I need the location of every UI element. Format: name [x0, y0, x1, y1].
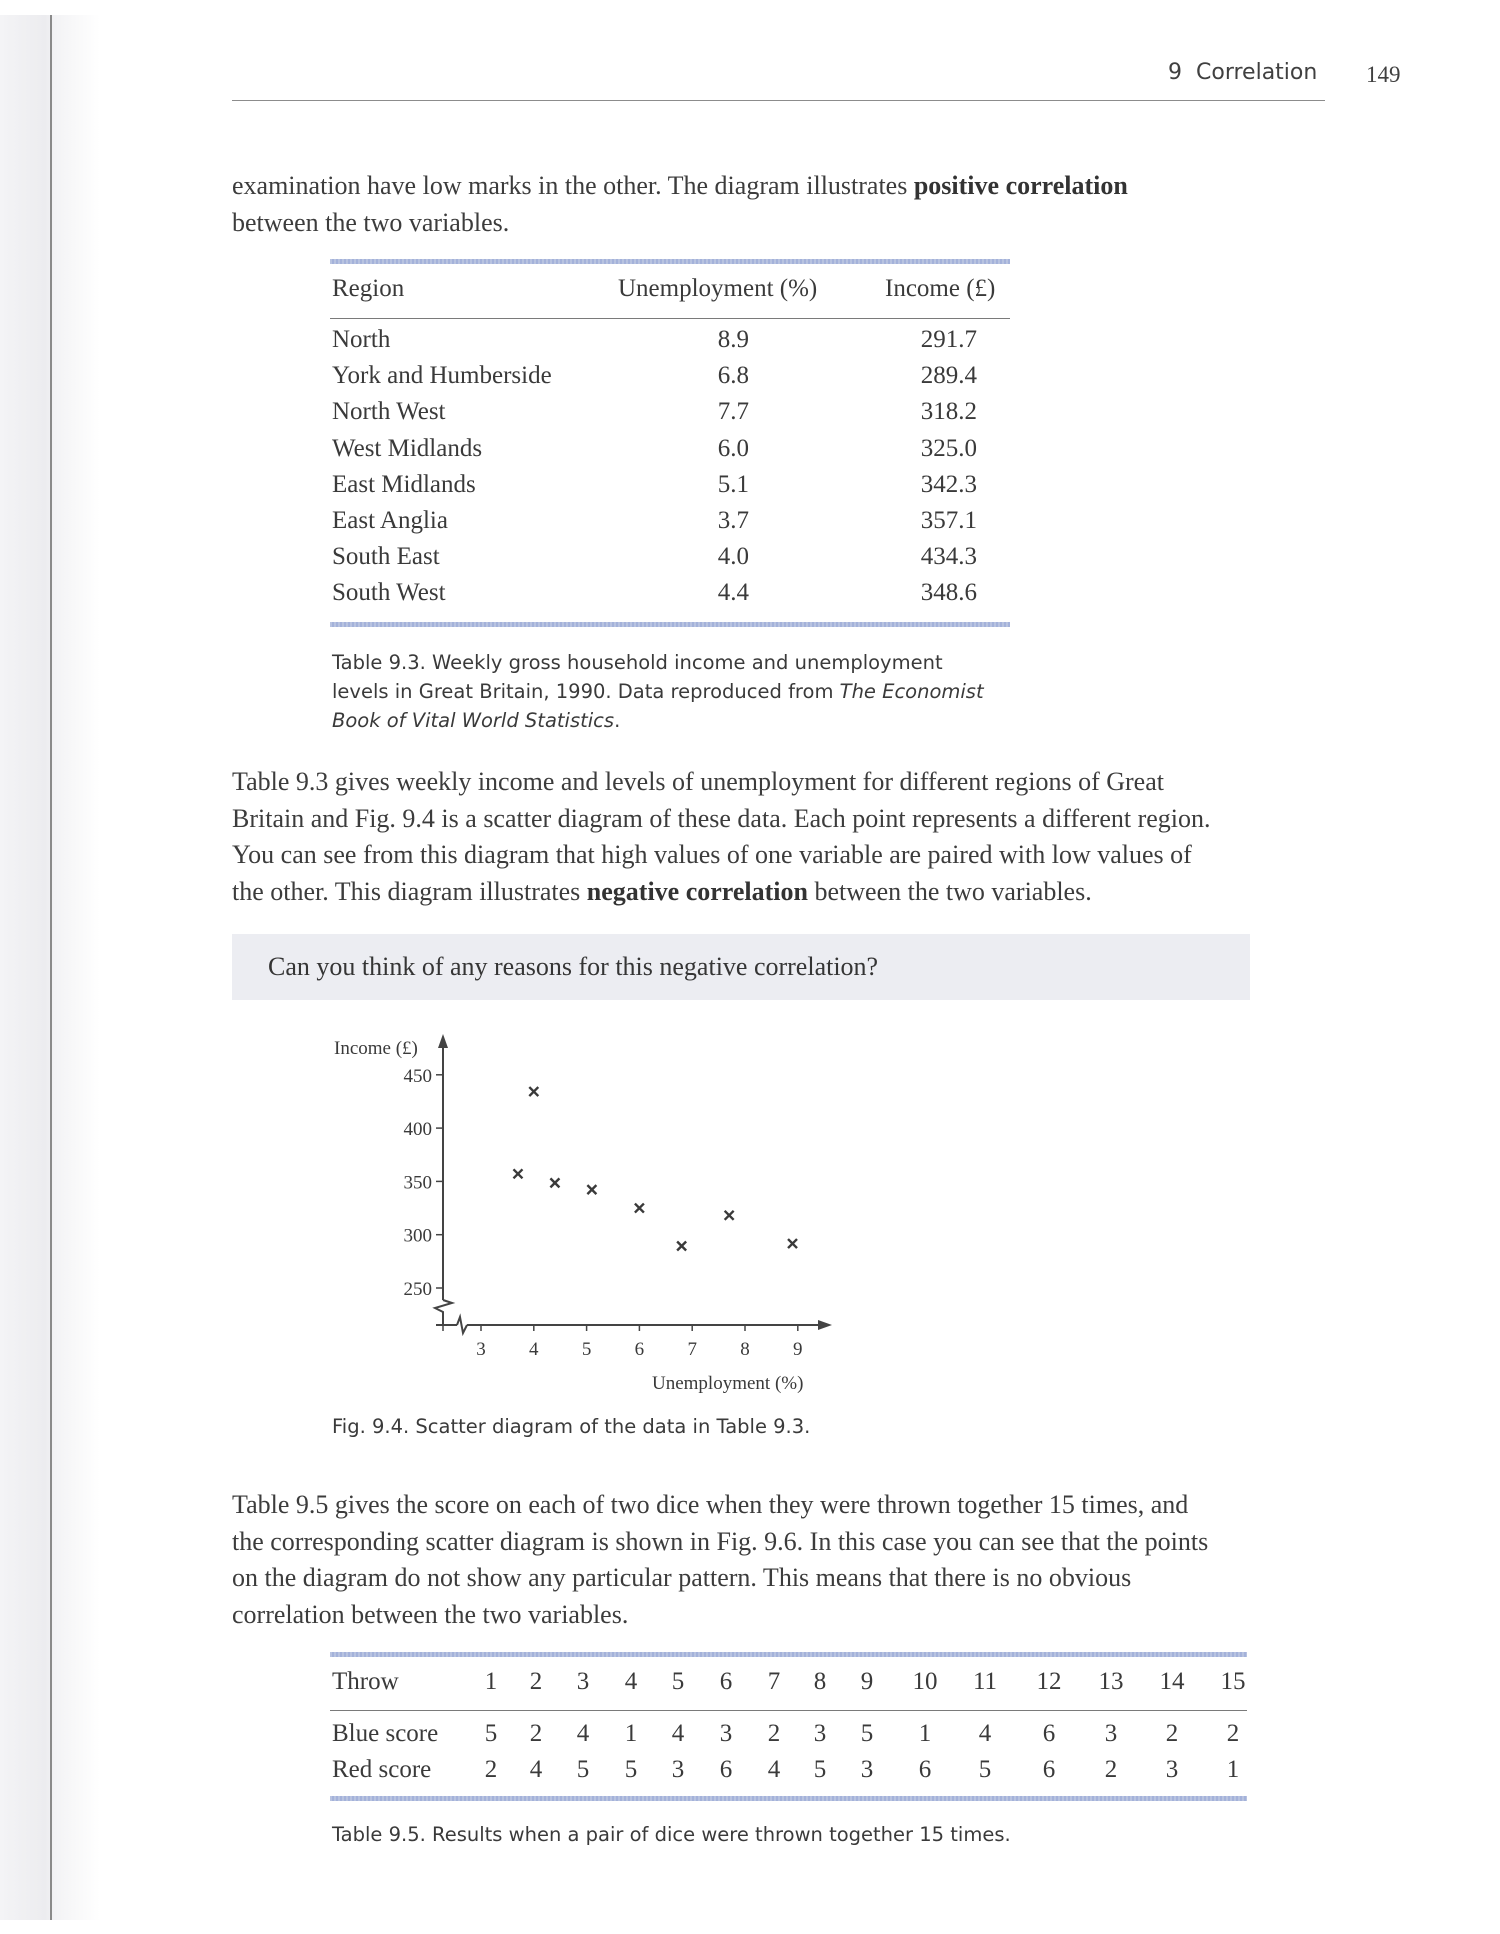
y-axis-label: Income (£): [334, 1038, 418, 1059]
x-tick-label: 7: [687, 1339, 697, 1360]
y-axis-arrow: [438, 1034, 448, 1048]
cell-throw: 6: [719, 1668, 733, 1695]
x-tick-label: 3: [476, 1339, 486, 1360]
header-rule: [330, 1710, 1247, 1711]
data-point-york-and-humberside: [677, 1241, 686, 1250]
cell-blue-score: 5: [860, 1720, 874, 1747]
y-tick-label: 450: [403, 1065, 432, 1087]
cell-throw: 13: [1098, 1668, 1124, 1695]
cell-blue-score: 4: [978, 1720, 992, 1747]
column-header-unemployment: Unemployment (%): [618, 275, 818, 302]
caption-line: levels in Great Britain, 1990. Data reproduced from: [332, 680, 840, 703]
table-9-5-caption: Table 9.5. Results when a pair of dice were thrown together 15 times.: [332, 1823, 1011, 1846]
cell-red-score: 6: [719, 1756, 733, 1783]
caption-punct: .: [614, 709, 621, 732]
cell-blue-score: 3: [719, 1720, 733, 1747]
table-top-bar: [330, 1652, 1247, 1657]
cell-blue-score: 1: [918, 1720, 932, 1747]
table-bottom-bar: [330, 1796, 1247, 1801]
cell-red-score: 6: [1042, 1756, 1056, 1783]
cell-red-score: 3: [860, 1756, 874, 1783]
cell-blue-score: 2: [1165, 1720, 1179, 1747]
x-tick-label: 6: [634, 1339, 645, 1360]
cell-throw: 7: [767, 1668, 781, 1695]
cell-region: South West: [332, 579, 446, 607]
cell-income: 291.7: [920, 326, 977, 353]
chart-axes: [404, 1034, 833, 1360]
cell-unemployment: 4.0: [717, 543, 749, 571]
cell-throw: 14: [1159, 1668, 1185, 1695]
cell-income: 318.2: [920, 398, 977, 426]
term-negative-correlation: negative correlation: [586, 876, 808, 906]
cell-throw: 8: [813, 1668, 827, 1695]
caption-source-title: The Economist: [839, 680, 984, 703]
cell-red-score: 4: [767, 1756, 781, 1783]
cell-region: North West: [332, 398, 446, 426]
data-point-west-midlands: [635, 1204, 644, 1213]
data-point-south-east: [529, 1087, 538, 1096]
row-label-blue-score: Blue score: [332, 1720, 439, 1747]
para1-line2: between the two variables.: [232, 207, 510, 237]
cell-blue-score: 1: [624, 1720, 638, 1747]
term-positive-correlation: positive correlation: [913, 171, 1128, 200]
x-axis-break: [457, 1317, 467, 1333]
x-tick-label: 5: [581, 1339, 592, 1360]
cell-red-score: 3: [1165, 1756, 1179, 1783]
cell-unemployment: 8.9: [717, 326, 749, 353]
cell-blue-score: 4: [576, 1720, 590, 1747]
para3-line: Table 9.5 gives the score on each of two dice when they were thrown together 15 times, and: [232, 1490, 1189, 1519]
cell-unemployment: 6.8: [717, 362, 749, 390]
data-point-east-anglia: [513, 1169, 522, 1178]
cell-red-score: 4: [529, 1756, 543, 1783]
x-tick-label: 4: [529, 1339, 539, 1360]
cell-blue-score: 2: [529, 1720, 543, 1747]
cell-blue-score: 5: [484, 1720, 498, 1747]
cell-throw: 2: [529, 1668, 543, 1695]
cell-blue-score: 6: [1042, 1720, 1056, 1747]
caption-source-title: Book of Vital World Statistics: [332, 709, 615, 732]
cell-region: East Anglia: [332, 507, 448, 534]
cell-unemployment: 4.4: [717, 579, 749, 607]
cell-red-score: 2: [1104, 1756, 1118, 1783]
cell-region: North: [332, 326, 391, 353]
cell-red-score: 1: [1226, 1756, 1240, 1783]
para3-line: on the diagram do not show any particular pattern. This means that there is no obvious: [232, 1563, 1132, 1592]
cell-red-score: 5: [813, 1756, 827, 1783]
chapter-number: 9: [1168, 60, 1182, 85]
data-point-north-west: [725, 1211, 734, 1220]
page-number: 149: [1366, 62, 1401, 87]
cell-unemployment: 3.7: [717, 507, 749, 534]
x-axis-label: Unemployment (%): [652, 1373, 804, 1394]
chart-points: [513, 1087, 797, 1250]
cell-unemployment: 6.0: [717, 434, 749, 462]
para3-line: the corresponding scatter diagram is shown in Fig. 9.6. In this case you can see that the points: [232, 1526, 1209, 1556]
cell-income: 357.1: [920, 507, 977, 534]
cell-throw: 1: [484, 1668, 498, 1695]
cell-income: 348.6: [920, 579, 977, 607]
data-point-north: [788, 1239, 797, 1248]
x-tick-label: 9: [793, 1339, 803, 1360]
cell-throw: 12: [1036, 1668, 1062, 1695]
y-tick-label: 300: [403, 1225, 432, 1247]
para2-line: Britain and Fig. 9.4 is a scatter diagram of these data. Each point represents a different region.: [232, 803, 1211, 833]
question-text: Can you think of any reasons for this negative correlation?: [268, 952, 879, 981]
cell-blue-score: 4: [671, 1720, 685, 1747]
cell-red-score: 5: [576, 1756, 590, 1783]
y-tick-label: 400: [403, 1119, 432, 1141]
para2-line: You can see from this diagram that high values of one variable are paired with low values of: [232, 840, 1192, 869]
cell-unemployment: 5.1: [717, 470, 749, 498]
cell-income: 325.0: [920, 434, 977, 462]
cell-red-score: 5: [624, 1756, 638, 1783]
cell-region: South East: [332, 543, 440, 571]
cell-red-score: 3: [671, 1756, 685, 1783]
cell-unemployment: 7.7: [717, 398, 749, 426]
chapter-title: Correlation: [1196, 60, 1318, 85]
y-tick-label: 250: [403, 1279, 432, 1300]
para1-text: examination have low marks in the other. The diagram illustrates: [232, 171, 914, 200]
cell-throw: 5: [671, 1668, 685, 1695]
cell-throw: 10: [912, 1668, 938, 1695]
row-label-throw: Throw: [332, 1668, 399, 1695]
cell-blue-score: 3: [1104, 1720, 1118, 1747]
paragraph-no-correlation: [232, 1487, 1332, 1633]
y-tick-label: 350: [403, 1172, 432, 1194]
cell-region: East Midlands: [332, 470, 476, 498]
x-axis-arrow: [818, 1320, 832, 1330]
column-header-income: Income (£): [885, 275, 996, 302]
cell-red-score: 2: [484, 1756, 498, 1783]
cell-income: 434.3: [920, 543, 977, 571]
x-tick-label: 8: [740, 1339, 750, 1360]
cell-region: York and Humberside: [332, 362, 552, 390]
cell-throw: 15: [1220, 1668, 1246, 1695]
cell-income: 342.3: [920, 470, 977, 498]
cell-blue-score: 3: [813, 1720, 827, 1747]
cell-region: West Midlands: [332, 434, 483, 462]
para3-line: correlation between the two variables.: [232, 1599, 629, 1629]
cell-red-score: 5: [978, 1756, 992, 1783]
para2-line: the other. This diagram illustrates: [232, 876, 587, 906]
cell-blue-score: 2: [1226, 1720, 1240, 1747]
data-point-south-west: [550, 1178, 559, 1187]
cell-throw: 4: [624, 1668, 638, 1695]
para2-line: Table 9.3 gives weekly income and levels of unemployment for different regions of Great: [232, 767, 1164, 796]
data-point-east-midlands: [587, 1185, 596, 1194]
cell-throw: 3: [576, 1668, 590, 1695]
para2-line: between the two variables.: [807, 876, 1092, 906]
column-header-region: Region: [332, 275, 405, 302]
cell-blue-score: 2: [767, 1720, 781, 1747]
cell-income: 289.4: [920, 362, 977, 390]
figure-9-4-caption: Fig. 9.4. Scatter diagram of the data in Table 9.3.: [332, 1415, 811, 1438]
cell-red-score: 6: [918, 1756, 932, 1783]
y-axis-break: [435, 1300, 452, 1325]
cell-throw: 11: [972, 1668, 998, 1695]
caption-line: Table 9.3. Weekly gross household income and unemployment: [332, 651, 943, 674]
cell-throw: 9: [860, 1668, 874, 1695]
row-label-red-score: Red score: [332, 1756, 432, 1783]
